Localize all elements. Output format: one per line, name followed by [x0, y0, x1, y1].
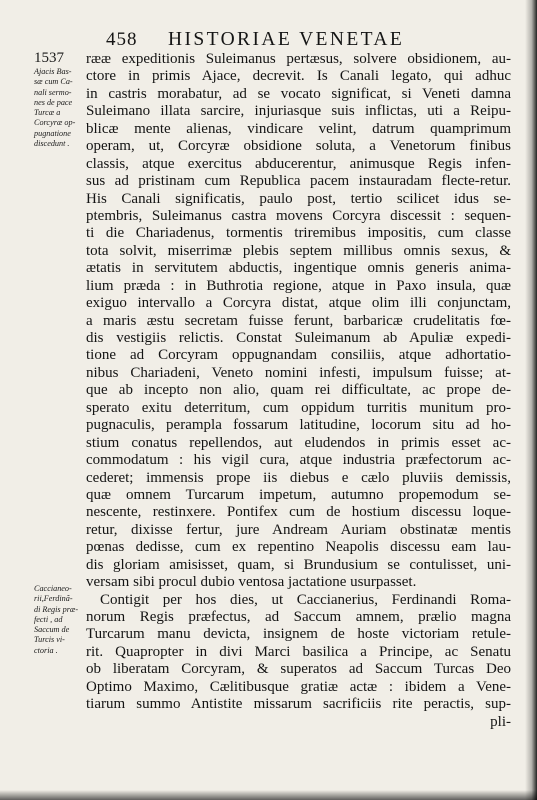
margin-note-line: pugnatione — [34, 128, 71, 138]
text-line: ætatis in servitutem abductis, ingentique omnis generis anima- — [86, 260, 511, 277]
text-line: retur, dixisse fertur, jure Andream Auriam obstinatæ mentis — [86, 521, 511, 538]
text-line: Optimo Maximo, Cælitibusque gratiæ actæ : ibidem a Vene- — [86, 678, 511, 695]
text-line: tota solvit, miserrimæ plebis septem millibus omnis sexus, & — [86, 242, 511, 259]
margin-note-line: discedunt . — [34, 139, 70, 149]
text-line: norum Regis præfectus, ad Saccum amnem, prælio magna — [86, 609, 511, 625]
paragraph-end-line: versam sibi procul dubio ventosa jactatione usurpasset. — [86, 574, 417, 591]
text-line: classis, atque exercitus abducerentur, animusque Regis infen- — [86, 155, 511, 172]
margin-note-line: rii,Ferdinã- — [34, 594, 73, 604]
text-line: operam, ut, Corcyræ obsidione soluta, a Venetorum finibus — [86, 138, 511, 155]
text-line: nibus Chariadeni, Veneto nomini infesti, impulsum fuisse; at- — [86, 364, 511, 381]
page-edge-shadow — [525, 0, 537, 800]
catchword: pli- — [490, 713, 511, 730]
margin-note-line: Turcæ a — [34, 108, 61, 118]
text-line: a maris æstu secretam fuisse ferunt, barbaricæ crudelitatis fœ- — [86, 312, 511, 329]
margin-note-caccianeo-victory — [34, 584, 84, 656]
running-title: HISTORIAE VENETAE — [168, 29, 405, 50]
margin-note-line: ctoria . — [34, 645, 58, 655]
text-line: ti die Chariadenus, tormentis triremibus impositis, cum classe — [86, 225, 511, 242]
text-line: in castris morabatur, ad se vocato significat, si Veneti damna — [86, 85, 511, 102]
ink-speck — [520, 740, 524, 744]
text-line: ob liberatam Corcyram, & superatos ad Saccum Turcas Deo — [86, 661, 511, 678]
text-line: Turcarum manu devicta, insignem de hoste victoriam retule- — [86, 626, 511, 643]
running-head — [104, 29, 514, 53]
margin-note-line: nes de pace — [34, 97, 73, 107]
margin-note-line: Saccum de — [34, 625, 70, 635]
margin-note-line: sæ cum Ca- — [34, 77, 73, 87]
text-line: tiarum summo Antistite missarum sacrificiis rite peractis, sup- — [86, 696, 511, 713]
text-line: sperato exitu deterritum, cum oppidum turritis munitum pro- — [86, 399, 511, 416]
text-line: nescente, restinxere. Pontifex cum de hostium discessu loque- — [86, 504, 511, 521]
text-line: exiguo intervallo a Corcyra distat, atque olim illi conjunctam, — [86, 295, 511, 312]
margin-note-canali-talks — [34, 51, 84, 149]
paragraph-start-line: Contigit per hos dies, ut Caccianerius, Ferdinandi Roma- — [100, 591, 511, 608]
text-line: ptembris, Suleimanus castra movens Corcyra discessit : sequen- — [86, 207, 511, 224]
text-line: pœnas dedisse, cum ex repentino Neapolis discessu eam lau- — [86, 539, 511, 556]
text-line: stium conatus repellendos, aut eludendos in primis esset ac- — [86, 434, 511, 451]
text-line: dis gloriam amisisset, quam, si Brundusium se contulisset, uni- — [86, 556, 511, 573]
margin-note-line: Ajacis Bas- — [34, 67, 72, 76]
margin-note-line: Caccianeo- — [34, 584, 72, 593]
text-line: rææ expeditionis Suleimanus pertæsus, solvere obsidionem, au- — [86, 51, 511, 67]
margin-note-line: Corcyræ op- — [34, 118, 76, 128]
margin-note-line: Turcis vi- — [34, 635, 65, 645]
text-line: cederet; immensis prope iis diebus e cælo pluviis demissis, — [86, 469, 511, 486]
margin-note-line: fecti , ad — [34, 614, 63, 624]
text-line: blicæ mente alienas, vindicare velint, datrum quamprimum — [86, 120, 511, 137]
body-text — [86, 51, 511, 731]
margin-note-line: nali sermo- — [34, 87, 72, 97]
text-line: Suleimano illata sarcire, injuriasque suis inflictas, uti a Reipu- — [86, 103, 511, 120]
text-line: commodatum : his vigil cura, atque industria præfectorum ac- — [86, 452, 511, 469]
text-line: ctore in primis Ajace, decrevit. Is Canali legato, qui adhuc — [86, 68, 511, 85]
page-bottom-shadow — [0, 790, 537, 800]
text-line: rit. Quapropter in divi Marci basilica a Principe, ac Senatu — [86, 643, 511, 660]
text-line: quæ omnem Turcarum impetum, autumno propemodum se- — [86, 486, 511, 503]
text-line: que ab incepto non alio, quam rei difficultate, ac prope de- — [86, 382, 511, 399]
text-line: sus ad pristinam cum Republica pacem instauradam flecte-retur. — [86, 173, 511, 190]
page-number: 458 — [106, 29, 138, 50]
text-line: His Canali significatis, paulo post, tertio scilicet idus se- — [86, 190, 511, 207]
margin-note-year: 1537 — [34, 50, 64, 66]
text-line: dis vestigiis relictis. Constat Suleimanum ab Apuliæ expedi- — [86, 330, 511, 346]
margin-note-line: di Regis præ- — [34, 604, 79, 614]
text-line: pugnaculis, perampla fossarum latitudine, locorum situ ad ho- — [86, 417, 511, 434]
text-line: lium præda : in Buthrotia regione, atque in Paxo insula, quæ — [86, 277, 511, 294]
text-line: tione ad Corcyram oppugnandam consiliis, atque adhortatio- — [86, 347, 511, 364]
